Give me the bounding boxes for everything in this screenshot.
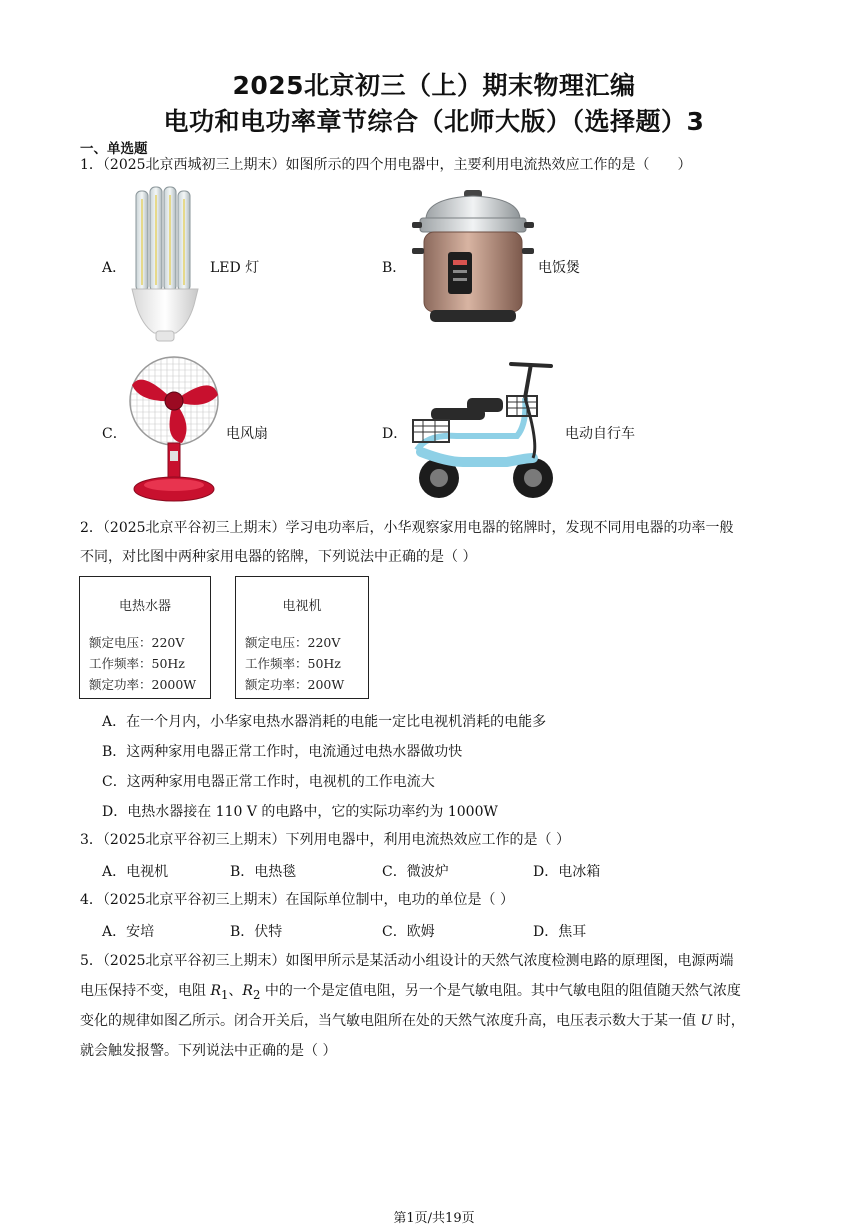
q1-option-c-letter: C．: [102, 426, 127, 442]
q2-option-c: C．这两种家用电器正常工作时，电视机的工作电流大: [102, 774, 435, 790]
q3-option-b: B．电热毯: [230, 864, 297, 880]
nameplate-line: 额定功率：2000W: [89, 677, 197, 692]
nameplate-title: 电视机: [282, 599, 322, 614]
nameplate-line: 额定电压：220V: [245, 635, 341, 650]
q1-option-b-letter: B．: [382, 260, 407, 276]
r1-symbol: R: [210, 983, 221, 999]
q5-line4: 就会触发报警。下列说法中正确的是（ ）: [80, 1043, 337, 1059]
q1-option-a-letter: A．: [102, 260, 127, 276]
q1-option-d-label: 电动自行车: [565, 426, 635, 442]
q4-option-b: B．伏特: [230, 924, 283, 940]
electric-bicycle-icon: [407, 354, 561, 504]
q2-stem-line1: 2．（2025北京平谷初三上期末）学习电功率后，小华观察家用电器的铭牌时，发现不同用电器的功率一般: [80, 520, 734, 536]
section-label: 一、单选题: [80, 141, 148, 157]
q1-option-a-label: LED 灯: [210, 260, 260, 276]
electric-fan-icon: [122, 355, 226, 505]
q5-line3: 变化的规律如图乙所示。闭合开关后，当气敏电阻所在处的天然气浓度升高，电压表示数大于某一值 U 时，: [80, 1013, 745, 1029]
nameplate-line: 工作频率：50Hz: [245, 656, 341, 671]
nameplate-line: 额定功率：200W: [245, 677, 345, 692]
q1-stem: 1．（2025北京西城初三上期末）如图所示的四个用电器中，主要利用电流热效应工作的是（ ）: [80, 157, 692, 173]
q3-option-c: C．微波炉: [382, 864, 449, 880]
nameplate-water-heater: [79, 576, 211, 699]
q4-option-c: C．欧姆: [382, 924, 435, 940]
q2-stem-line2: 不同，对比图中两种家用电器的铭牌，下列说法中正确的是（ ）: [80, 549, 477, 565]
q3-option-a: A．电视机: [102, 864, 169, 880]
q2-option-a: A．在一个月内，小华家电热水器消耗的电能一定比电视机消耗的电能多: [102, 714, 547, 730]
nameplate-television: [235, 576, 369, 699]
u-symbol: U: [700, 1013, 713, 1029]
page-title: 2025北京初三（上）期末物理汇编: [232, 71, 636, 100]
q1-option-c-label: 电风扇: [226, 426, 268, 442]
rice-cooker-icon: [408, 188, 538, 330]
q1-option-d-letter: D．: [382, 426, 408, 442]
q2-option-d: D．电热水器接在 110 V 的电路中，它的实际功率约为 1000W: [102, 804, 498, 820]
q2-option-b: B．这两种家用电器正常工作时，电流通过电热水器做功快: [102, 744, 463, 760]
q4-option-d: D．焦耳: [533, 924, 587, 940]
nameplate-line: 额定电压：220V: [89, 635, 185, 650]
led-bulb-icon: [128, 185, 204, 345]
r2-symbol: R: [242, 983, 253, 999]
q5-line2: 电压保持不变，电阻 $R_1$、$R_2$ 中的一个是定值电阻，另一个是气敏电阻。其中气敏电阻的阻值随天然气浓度: [80, 983, 741, 1002]
nameplate-line: 工作频率：50Hz: [89, 656, 185, 671]
q3-stem: 3．（2025北京平谷初三上期末）下列用电器中，利用电流热效应工作的是（ ）: [80, 832, 570, 848]
q3-option-d: D．电冰箱: [533, 864, 601, 880]
q4-option-a: A．安培: [102, 924, 155, 940]
q4-stem: 4．（2025北京平谷初三上期末）在国际单位制中，电功的单位是（ ）: [80, 892, 514, 908]
page-footer: 第1页/共19页: [393, 1211, 475, 1226]
q5-line1: 5．（2025北京平谷初三上期末）如图甲所示是某活动小组设计的天然气浓度检测电路的原理图，电源两端: [80, 953, 734, 969]
q1-option-b-label: 电饭煲: [538, 260, 580, 276]
nameplate-title: 电热水器: [118, 599, 171, 614]
page-subtitle: 电功和电功率章节综合（北师大版）（选择题）3: [163, 107, 705, 136]
